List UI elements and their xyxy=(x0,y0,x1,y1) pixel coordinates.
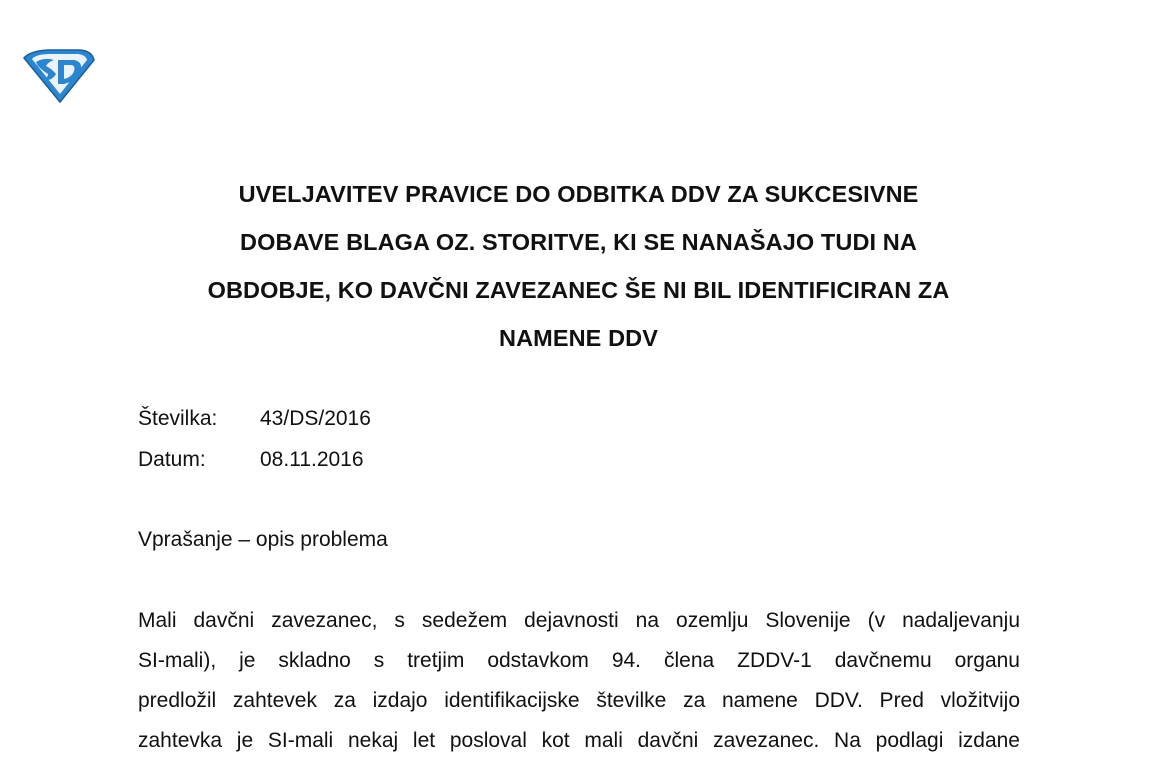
document-number-label: Številka: xyxy=(138,407,218,430)
body-paragraph xyxy=(138,601,1020,761)
body-line-4: zahtevka je SI-mali nekaj let posloval kot mali davčni zavezanec. Na podlagi izdane xyxy=(138,729,1020,752)
section-heading: Vprašanje – opis problema xyxy=(138,528,388,551)
document-number-value: 43/DS/2016 xyxy=(260,407,371,430)
title-line-4: NAMENE DDV xyxy=(499,325,658,351)
sd-shield-logo-icon xyxy=(22,48,96,104)
company-logo xyxy=(22,48,96,104)
body-line-2: SI-mali), je skladno s tretjim odstavkom 94. člena ZDDV-1 davčnemu organu xyxy=(138,649,1020,672)
body-line-1: Mali davčni zavezanec, s sedežem dejavnosti na ozemlju Slovenije (v nadaljevanju xyxy=(138,609,1020,632)
title-line-3: OBDOBJE, KO DAVČNI ZAVEZANEC ŠE NI BIL IDENTIFICIRAN ZA xyxy=(207,277,950,303)
title-line-1: UVELJAVITEV PRAVICE DO ODBITKA DDV ZA SUKCESIVNE xyxy=(238,181,919,207)
body-line-3: predložil zahtevek za izdajo identifikacijske številke za namene DDV. Pred vložitvijo xyxy=(138,689,1020,712)
title-line-2: DOBAVE BLAGA OZ. STORITVE, KI SE NANAŠAJO TUDI NA xyxy=(240,229,917,255)
document-title xyxy=(120,170,1037,362)
document-date-label: Datum: xyxy=(138,448,206,471)
document-date-value: 08.11.2016 xyxy=(260,448,364,471)
